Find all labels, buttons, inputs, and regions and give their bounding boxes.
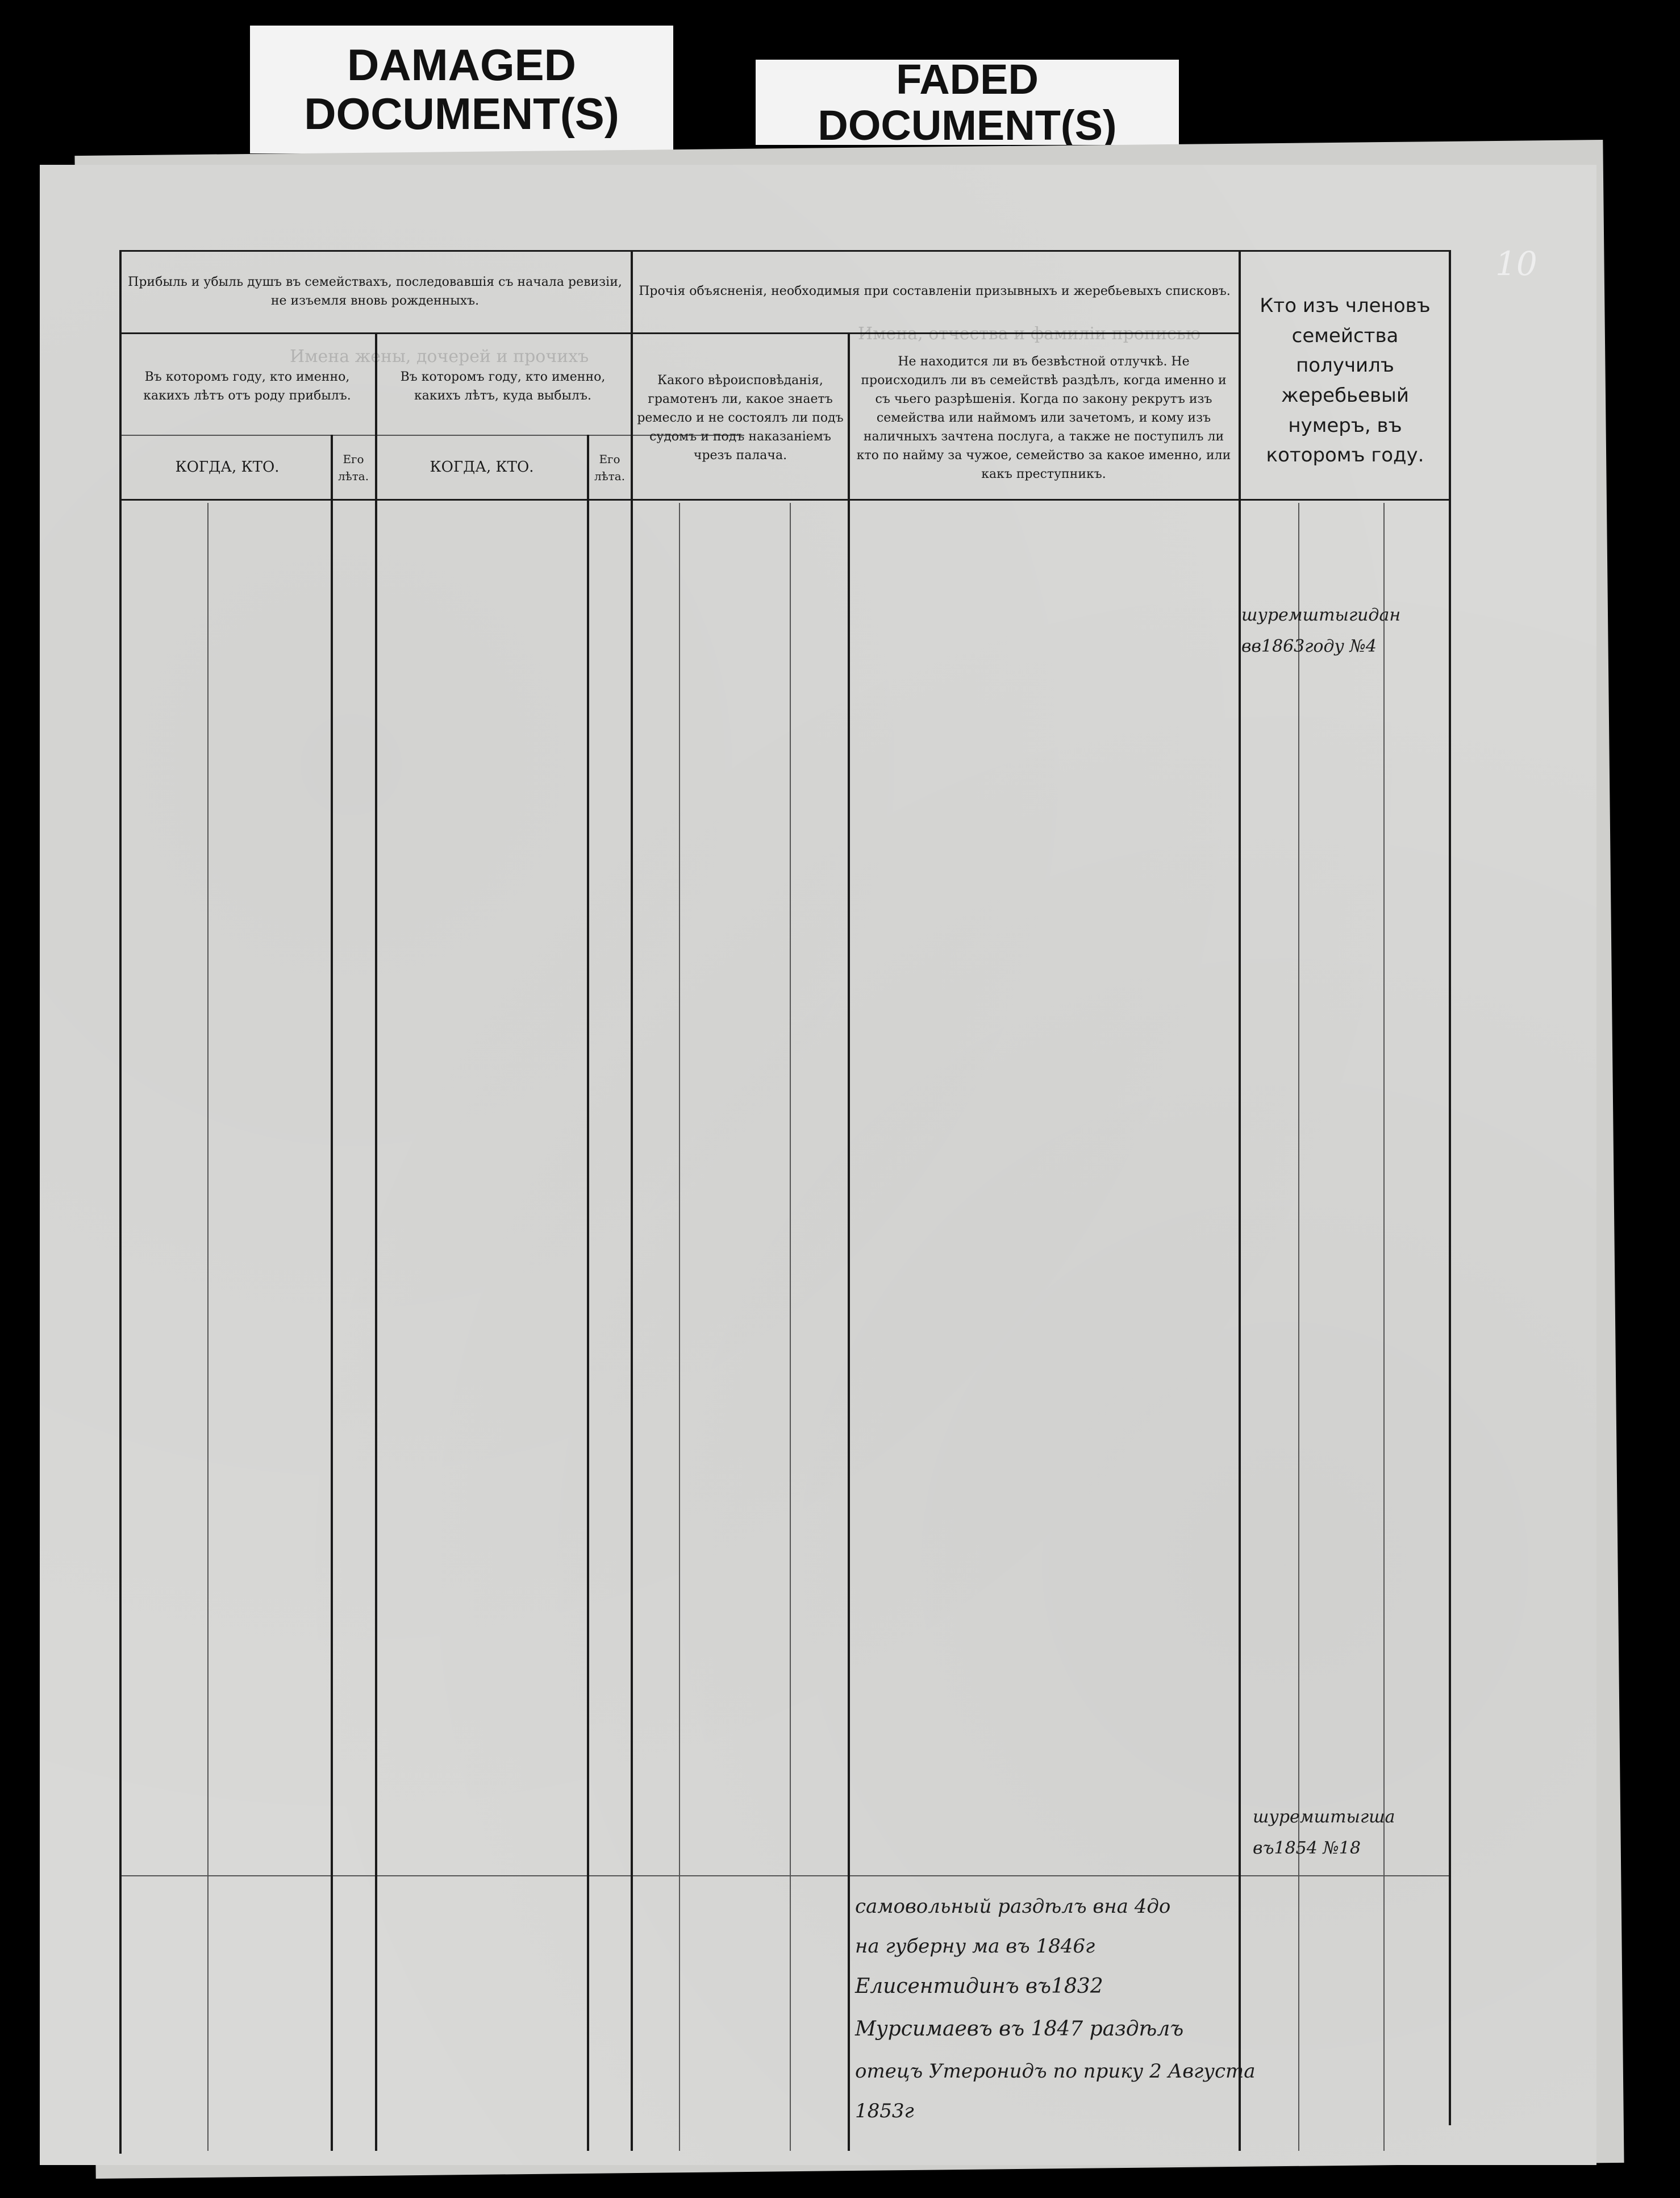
col-rule-4 [631, 250, 633, 2151]
register-table [119, 250, 1471, 2162]
col-rule-0 [119, 250, 122, 2154]
handwritten-note-3-line-5: отецъ Утеронидъ по прику 2 Августа [855, 2060, 1256, 2083]
col-rule-faint-2 [679, 503, 680, 2151]
header-bottom-border [119, 499, 1449, 501]
faded-document-label: FADED DOCUMENT(S) [756, 60, 1179, 145]
col-rule-faint-1 [207, 503, 209, 2151]
header-absence-col: Не находится ли въ безвѣстной отлучкѣ. Не происходилъ ли въ семействѣ раздѣлъ, когда именно и съ чьего разрѣшенія. Когда по закону рекрутъ изъ семейства или наймомъ или зачетомъ, и кому изъ наличныхъ зачтена послуга, а также не поступилъ ли кто по найму за чужое, семейство за какое именно, или какъ преступникъ. [856, 354, 1231, 481]
handwritten-note-3-line-1: самовольный раздѣлъ вна 4до [855, 1895, 1171, 1918]
header-religion-col: Какого вѣроисповѣданія, грамотенъ ли, какое знаетъ ремесло и не состоялъ ли подъ судомъ и подъ наказаніемъ чрезъ палача. [637, 373, 844, 463]
table-top-border [119, 250, 1449, 252]
header-lottery-col: Кто изъ членовъ семейства получилъ жеребьевый нумеръ, въ которомъ году. [1260, 294, 1431, 467]
handwritten-note-2-line-2: въ1854 №18 [1253, 1838, 1361, 1858]
col-rule-faint-5 [1383, 503, 1385, 2151]
handwritten-note-3-line-6: 1853г [855, 2100, 914, 2122]
col-rule-5 [848, 332, 850, 2151]
header-age-2: Его лѣта. [594, 452, 626, 483]
col-rule-3 [587, 435, 589, 2151]
header-when-who-1: КОГДА, КТО. [175, 459, 280, 476]
header-gain-loss-title: Прибыль и убыль душъ въ семействахъ, последовавшія съ начала ревизіи, не изъемля вновь рожденныхъ. [128, 274, 622, 308]
header-gain-col: Въ которомъ году, кто именно, какихъ лѣтъ отъ роду прибылъ. [143, 370, 351, 403]
col-rule-faint-3 [790, 503, 791, 2151]
col-rule-6 [1239, 250, 1241, 2151]
bleed-through-text: Имена жены, дочерей и прочихъ [290, 347, 589, 367]
col-rule-2 [375, 332, 377, 2151]
header-other-title: Прочія объясненія, необходимыя при составленіи призывныхъ и жеребьевыхъ списковъ. [639, 284, 1231, 298]
handwritten-note-3-line-3: Елисентидинъ въ1832 [855, 1975, 1103, 1998]
handwritten-note-3-line-4: Мурсимаевъ въ 1847 раздѣлъ [855, 2017, 1184, 2041]
col-rule-7 [1449, 250, 1451, 2125]
handwritten-note-2-line-1: шуремштыгша [1253, 1807, 1395, 1827]
page-number: 10 [1495, 244, 1537, 283]
damaged-document-label: DAMAGED DOCUMENT(S) [250, 26, 673, 153]
col-rule-1 [331, 435, 333, 2151]
col-rule-faint-4 [1298, 503, 1299, 2151]
header-when-who-2: КОГДА, КТО. [430, 459, 534, 476]
header-loss-col: Въ которомъ году, кто именно, какихъ лѣтъ, куда выбылъ. [400, 370, 606, 403]
bleed-through-text: Имена, отчества и фамиліи прописью [858, 324, 1201, 344]
handwritten-note-3-line-2: на губерну ма въ 1846г [855, 1935, 1095, 1958]
handwritten-note-1-line-2: вв1863году №4 [1241, 636, 1377, 656]
header-age-1: Его лѣта. [337, 452, 369, 483]
lower-rule [119, 1875, 1449, 1876]
handwritten-note-1-line-1: шуремштыгидан [1241, 605, 1401, 625]
